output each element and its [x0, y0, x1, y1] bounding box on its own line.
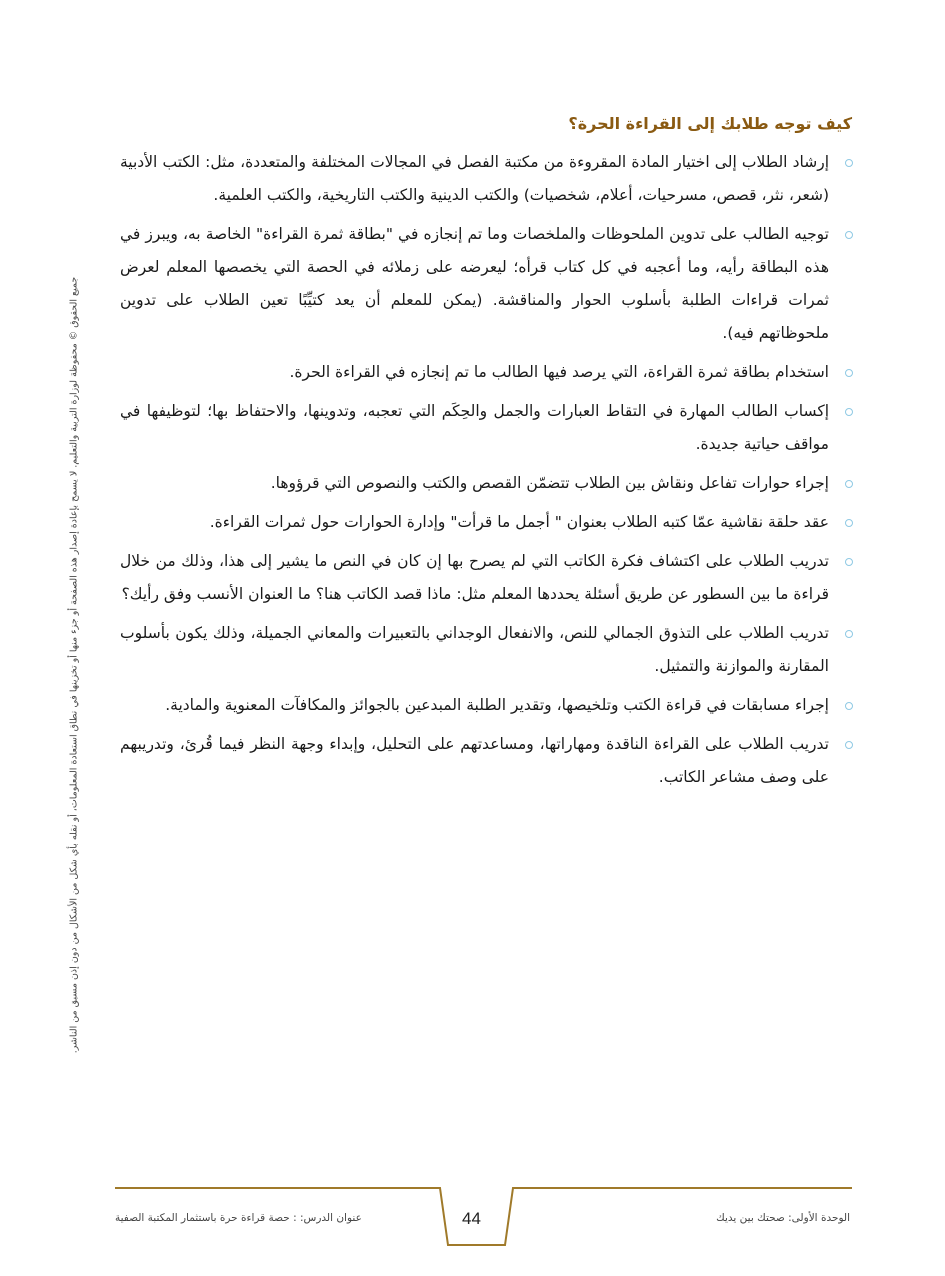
list-item-text: توجيه الطالب على تدوين الملحوظات والملخصات وما تم إنجازه في "بطاقة ثمرة القراءة" الخاصة به، ويبرز في هذه البطاقة رأيه، وما أعجبه في كل كتاب قرأه؛ ليعرضه على زملائه في الحصة التي يخصصها المعلم لعرض ثمرات قراءات الطلبة بأسلوب الحوار والمناقشة. (يمكن للمعلم أن يعد كتيِّبًا تعين الطلاب على تدوين ملحوظاتهم فيه). — [120, 225, 829, 342]
list-item-text: إجراء مسابقات في قراءة الكتب وتلخيصها، وتقدير الطلبة المبدعين بالجوائز والمكافآت المعنوية والمادية. — [165, 696, 829, 714]
list-item-text: تدريب الطلاب على اكتشاف فكرة الكاتب التي لم يصرح بها إن كان في النص ما يشير إلى هذا، وذلك من خلال قراءة ما بين السطور عن طريق أسئلة يحددها المعلم مثل: ماذا قصد الكاتب هنا؟ ما العنوان الأنسب وفق رأيك؟ — [120, 552, 829, 603]
copyright-side-note: جميع الحقوق © محفوظة لوزارة التربية والتعليم. لا يسمح بإعادة إصدار هذه الصفحة أو جزء منها أو تخزينها في نطاق استعادة المعلومات، أو نقله بأي شكل من الأشكال من دون إذن مسبق من الناشر. — [68, 276, 80, 1054]
list-item-text: تدريب الطلاب على القراءة الناقدة ومهاراتها، ومساعدتهم على التحليل، وإبداء وجهة النظر فيما قُرئ، وتدريبهم على وصف مشاعر الكاتب. — [120, 735, 829, 786]
list-item-text: استخدام بطاقة ثمرة القراءة، التي يرصد فيها الطالب ما تم إنجازه في القراءة الحرة. — [289, 363, 829, 381]
footer-unit-title: الوحدة الأولى: صحتك بين يديك — [716, 1212, 850, 1224]
section-heading: كيف توجه طلابك إلى القراءة الحرة؟ — [568, 114, 852, 133]
page-number: 44 — [462, 1209, 481, 1228]
list-item-text: عقد حلقة نقاشية عمّا كتبه الطلاب بعنوان " أجمل ما قرأت" وإدارة الحوارات حول ثمرات القراءة. — [209, 513, 829, 531]
list-item-text: إرشاد الطلاب إلى اختيار المادة المقروءة من مكتبة الفصل في المجالات المختلفة والمتعددة، مثل: الكتب الأدبية (شعر، نثر، قصص، مسرحيات، أعلام، شخصيات) والكتب الدينية والكتب التاريخية، والكتب العلمية. — [120, 153, 829, 204]
footer-lesson-title: عنوان الدرس: : حصة قراءة حرة باستثمار المكتبة الصفية — [115, 1212, 362, 1224]
list-item-text: إجراء حوارات تفاعل ونقاش بين الطلاب تتضمّن القصص والكتب والنصوص التي قرؤوها. — [270, 474, 829, 492]
list-item-text: تدريب الطلاب على التذوق الجمالي للنص، والانفعال الوجداني بالتعبيرات والمعاني الجميلة، وذلك يكون بأسلوب المقارنة والموازنة والتمثيل. — [120, 624, 829, 675]
list-item-text: إكساب الطالب المهارة في التقاط العبارات والجمل والحِكَم التي تعجبه، وتدوينها، والاحتفاظ بها؛ لتوظيفها في مواقف حياتية جديدة. — [120, 402, 829, 453]
